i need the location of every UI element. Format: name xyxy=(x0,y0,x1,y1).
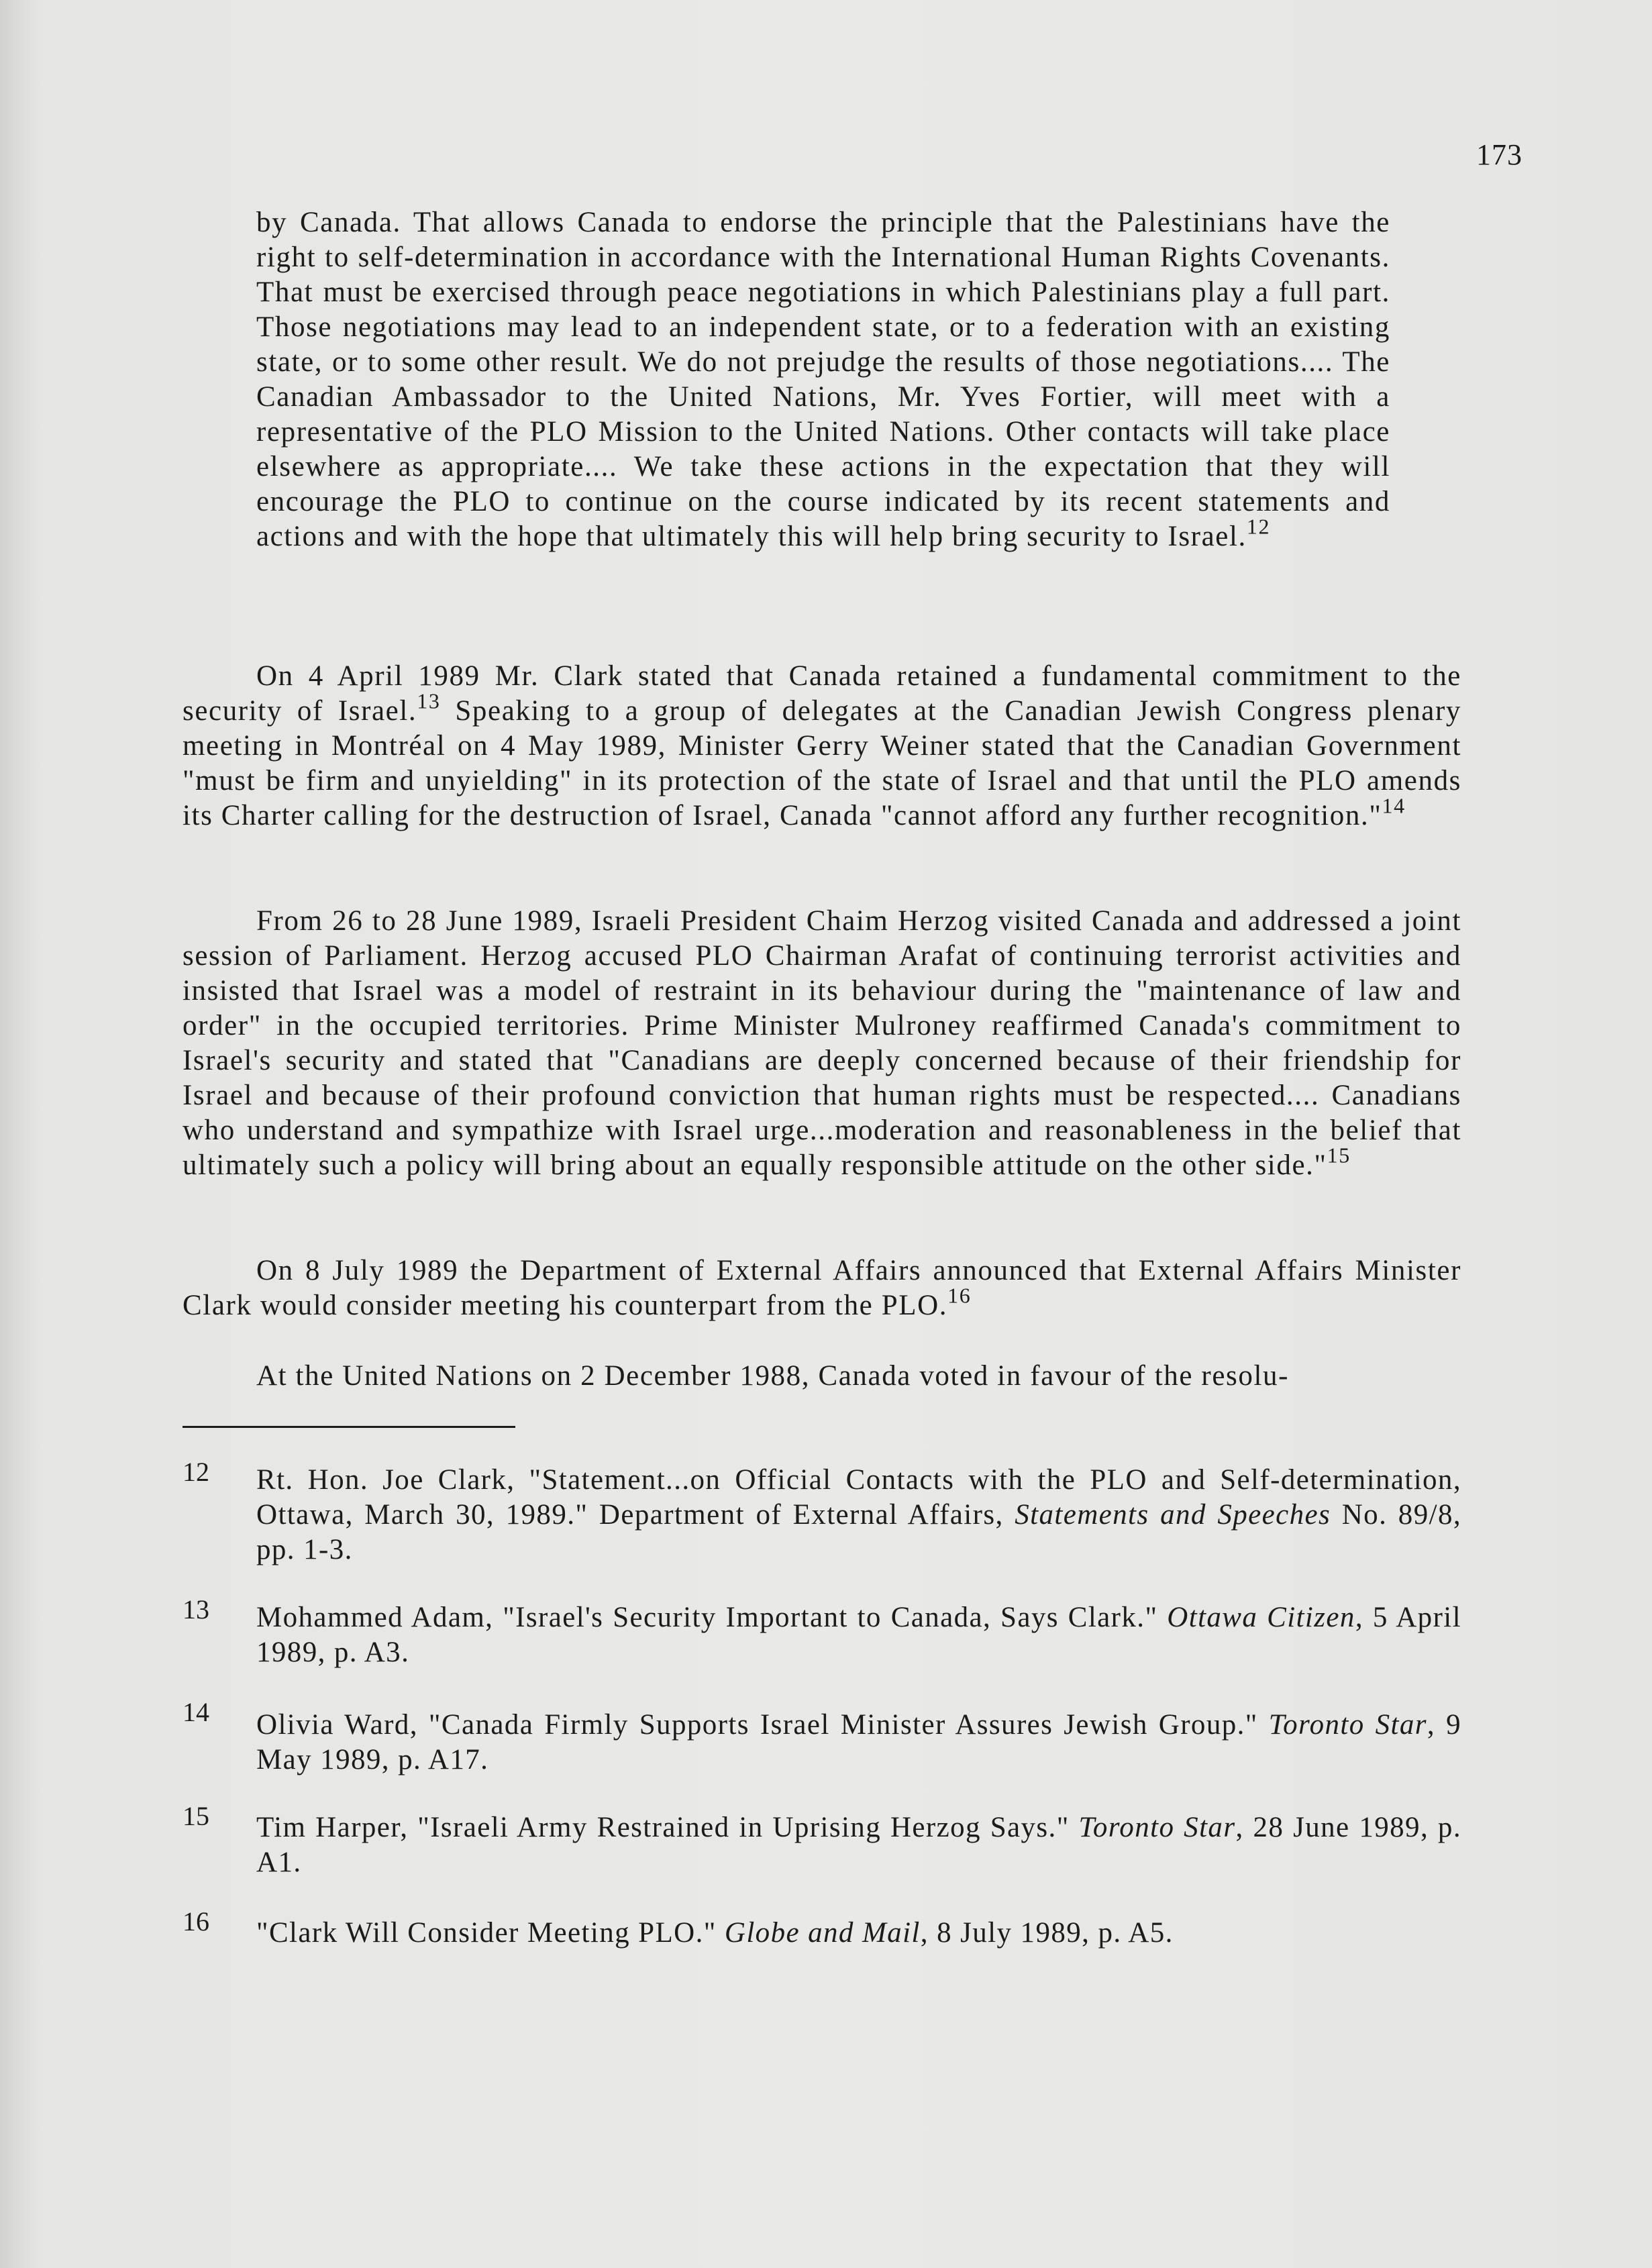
footnote-number: 12 xyxy=(183,1457,209,1487)
paragraph-un-vote xyxy=(183,1359,1461,1394)
footnote-divider xyxy=(183,1426,515,1428)
footnote-12 xyxy=(256,1463,1461,1567)
paragraph-clark-israel xyxy=(183,659,1461,833)
block-quote xyxy=(256,205,1390,554)
footnote-number: 16 xyxy=(183,1906,209,1937)
paragraph-text: From 26 to 28 June 1989, Israeli President Chaim Herzog visited Canada and addressed a joint session of Parliament. Herzog accused PLO Chairman Arafat of continuing terrorist activities and insisted that Israel was a model of restraint in its behaviour during the "maintenance of law and order" in the occupied territories. Prime Minister Mulroney reaffirmed Canada's commitment to Israel's security and stated that "Canadians are deeply concerned because of their friendship for Israel and because of their profound conviction that human rights must be respected.... Canadians who understand and sympathize with Israel urge...moderation and reasonableness in the belief that ultimately such a policy will bring about an equally responsible attitude on the other side." xyxy=(183,905,1461,1181)
paragraph-text: Speaking to a group of delegates at the Canadian Jewish Congress plenary meeting in Montréal on 4 May 1989, Minister Gerry Weiner stated that the Canadian Government "must be firm and unyielding" in its protection of the state of Israel and that until the PLO amends its Charter calling for the destruction of Israel, Canada "cannot afford any further recognition." xyxy=(183,695,1462,831)
footnote-number: 15 xyxy=(183,1801,209,1831)
paragraph-external-affairs xyxy=(183,1253,1461,1323)
footnote-title: Toronto Star xyxy=(1268,1709,1427,1741)
paragraph-text: On 8 July 1989 the Department of External Affairs announced that External Affairs Minister Clark would consider meeting his counterpart from the PLO. xyxy=(183,1255,1461,1321)
paragraph-text: At the United Nations on 2 December 1988, Canada voted in favour of the resolu- xyxy=(256,1360,1290,1392)
footnote-ref-15: 15 xyxy=(1327,1143,1351,1168)
footnote-15 xyxy=(256,1810,1461,1880)
footnote-text: No. 89/8, pp. 1-3. xyxy=(256,1499,1462,1565)
footnote-text: Mohammed Adam, "Israel's Security Important to Canada, Says Clark." xyxy=(256,1602,1168,1633)
footnote-number: 13 xyxy=(183,1594,209,1625)
block-quote-text: by Canada. That allows Canada to endorse the principle that the Palestinians have the right to self-determination in accordance with the International Human Rights Covenants. That must be exercised through peace negotiations in which Palestinians play a full part. Those negotiations may lead to an independent state, or to a federation with an existing state, or to some other result. We do not prejudge the results of those negotiations.... The Canadian Ambassador to the United Nations, Mr. Yves Fortier, will meet with a representative of the PLO Mission to the United Nations. Other contacts will take place elsewhere as appropriate.... We take these actions in the expectation that they will encourage the PLO to continue on the course indicated by its recent statements and actions and with the hope that ultimately this will help bring security to Israel. xyxy=(256,207,1390,552)
footnote-16 xyxy=(256,1916,1461,1951)
footnote-text: , 8 July 1989, p. A5. xyxy=(920,1917,1174,1949)
footnote-13 xyxy=(256,1600,1461,1670)
footnote-ref-16: 16 xyxy=(947,1283,972,1308)
footnote-ref-12: 12 xyxy=(1246,514,1271,539)
footnote-14 xyxy=(256,1708,1461,1777)
paragraph-text: On 4 April 1989 Mr. Clark stated that Canada retained a fundamental commitment to the security of Israel. xyxy=(183,660,1461,727)
footnote-text: "Clark Will Consider Meeting PLO." xyxy=(256,1917,725,1949)
footnote-text: Olivia Ward, "Canada Firmly Supports Israel Minister Assures Jewish Group." xyxy=(256,1709,1269,1741)
paragraph-herzog-visit xyxy=(183,904,1461,1183)
footnote-title: Ottawa Citizen xyxy=(1167,1602,1355,1633)
footnote-ref-13: 13 xyxy=(417,688,441,713)
footnote-title: Toronto Star xyxy=(1078,1812,1236,1843)
footnote-ref-14: 14 xyxy=(1382,793,1406,818)
footnote-text: Rt. Hon. Joe Clark, "Statement...on Official Contacts with the PLO and Self-determination, Ottawa, March 30, 1989." Department of External Affairs, xyxy=(256,1464,1461,1531)
footnote-text: , 9 May 1989, p. A17. xyxy=(256,1709,1461,1775)
footnote-text: Tim Harper, "Israeli Army Restrained in Uprising Herzog Says." xyxy=(256,1812,1079,1843)
footnote-text: , 5 April 1989, p. A3. xyxy=(256,1602,1461,1668)
footnote-text: , 28 June 1989, p. A1. xyxy=(256,1812,1461,1878)
footnote-number: 14 xyxy=(183,1697,209,1727)
footnote-title: Statements and Speeches xyxy=(1015,1499,1331,1531)
footnote-title: Globe and Mail xyxy=(724,1917,921,1949)
page-number: 173 xyxy=(1476,138,1522,171)
